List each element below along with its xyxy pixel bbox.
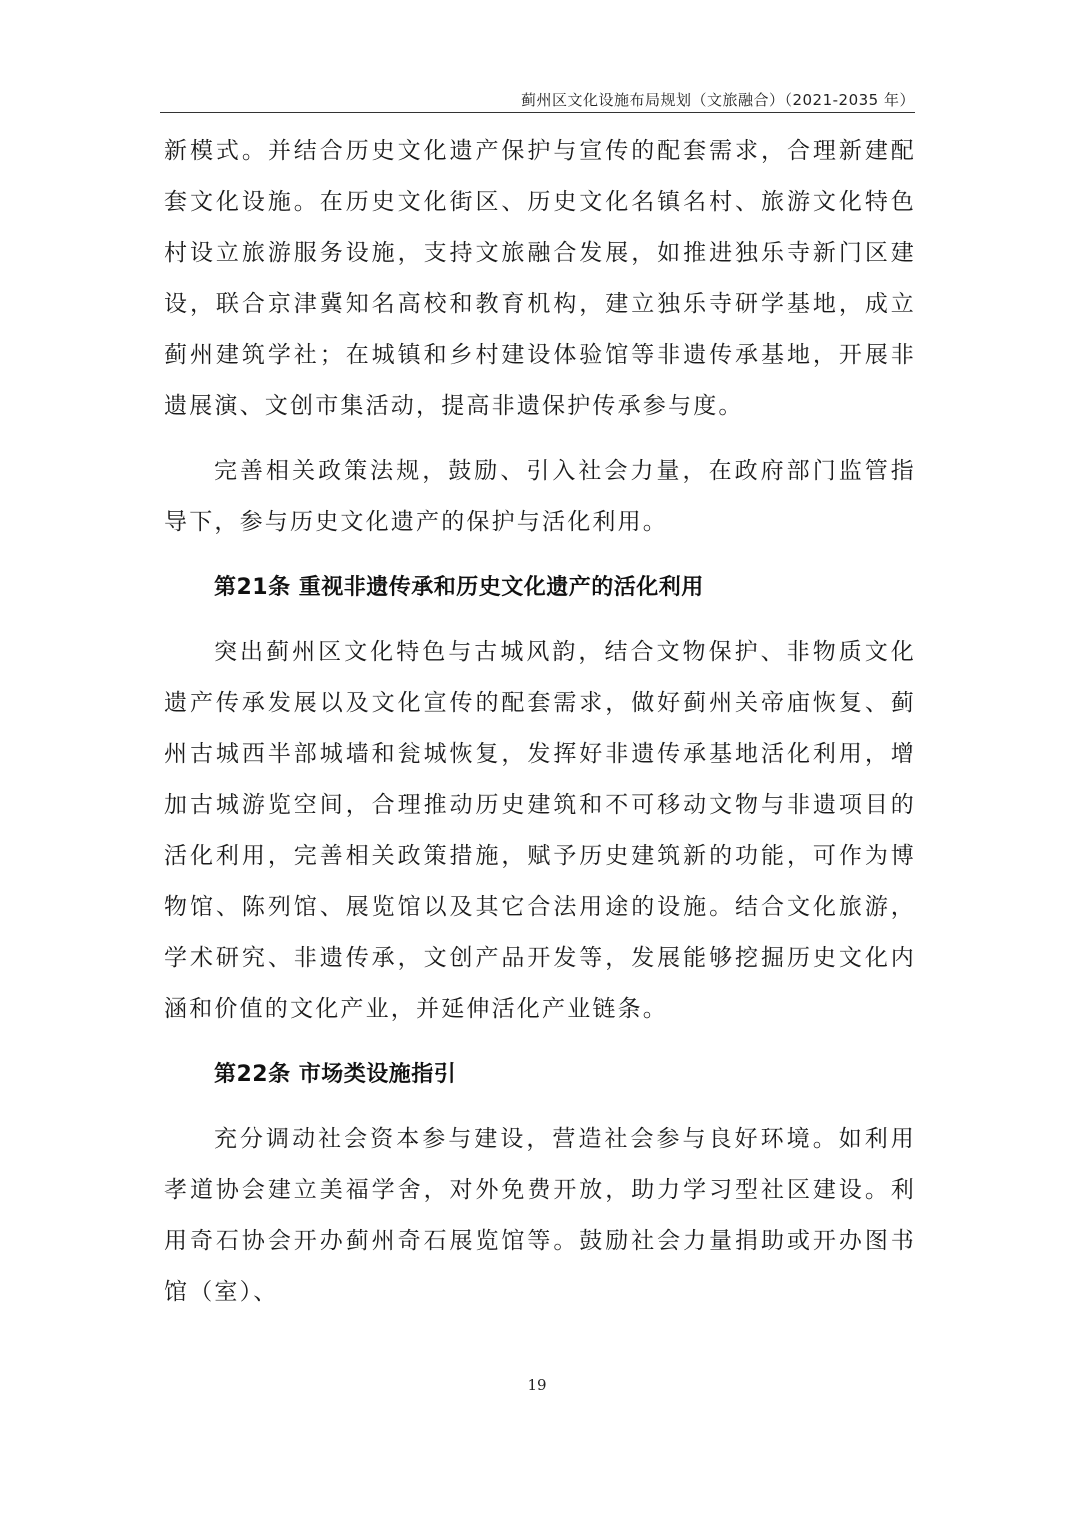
paragraph-spacer (164, 432, 916, 446)
paragraph-spacer (164, 613, 916, 627)
page-number: 19 (527, 1376, 547, 1394)
body-paragraph: 突出蓟州区文化特色与古城风韵，结合文物保护、非物质文化遗产传承发展以及文化宣传的配套需求，做好蓟州关帝庙恢复、蓟州古城西半部城墙和瓮城恢复，发挥好非遗传承基地活化利用，增加古城游览空间，合理推动历史建筑和不可移动文物与非遗项目的活化利用，完善相关政策措施，赋予历史建筑新的功能，可作为博物馆、陈列馆、展览馆以及其它合法用途的设施。结合文化旅游，学术研究、非遗传承，文创产品开发等，发展能够挖掘历史文化内涵和价值的文化产业，并延伸活化产业链条。 (164, 639, 916, 1022)
running-header: 蓟州区文化设施布局规划（文旅融合）（2021-2035 年） (520, 91, 915, 109)
body-paragraph: 完善相关政策法规，鼓励、引入社会力量，在政府部门监管指导下，参与历史文化遗产的保护与活化利用。 (164, 458, 916, 535)
header-divider (160, 112, 915, 113)
article-22-heading: 第22条 市场类设施指引 (214, 1062, 457, 1087)
paragraph-spacer (164, 1035, 916, 1049)
article-21-heading: 第21条 重视非遗传承和历史文化遗产的活化利用 (214, 575, 704, 600)
document-body (164, 126, 916, 1318)
body-paragraph: 充分调动社会资本参与建设，营造社会参与良好环境。如利用孝道协会建立美福学舍，对外免费开放，助力学习型社区建设。利用奇石协会开办蓟州奇石展览馆等。鼓励社会力量捐助或开办图书馆（室）、 (164, 1126, 916, 1305)
body-paragraph: 新模式。并结合历史文化遗产保护与宣传的配套需求，合理新建配套文化设施。在历史文化街区、历史文化名镇名村、旅游文化特色村设立旅游服务设施，支持文旅融合发展，如推进独乐寺新门区建设，联合京津冀知名高校和教育机构，建立独乐寺研学基地，成立蓟州建筑学社；在城镇和乡村建设体验馆等非遗传承基地，开展非遗展演、文创市集活动，提高非遗保护传承参与度。 (164, 138, 916, 419)
paragraph-spacer (164, 1100, 916, 1114)
paragraph-spacer (164, 548, 916, 562)
